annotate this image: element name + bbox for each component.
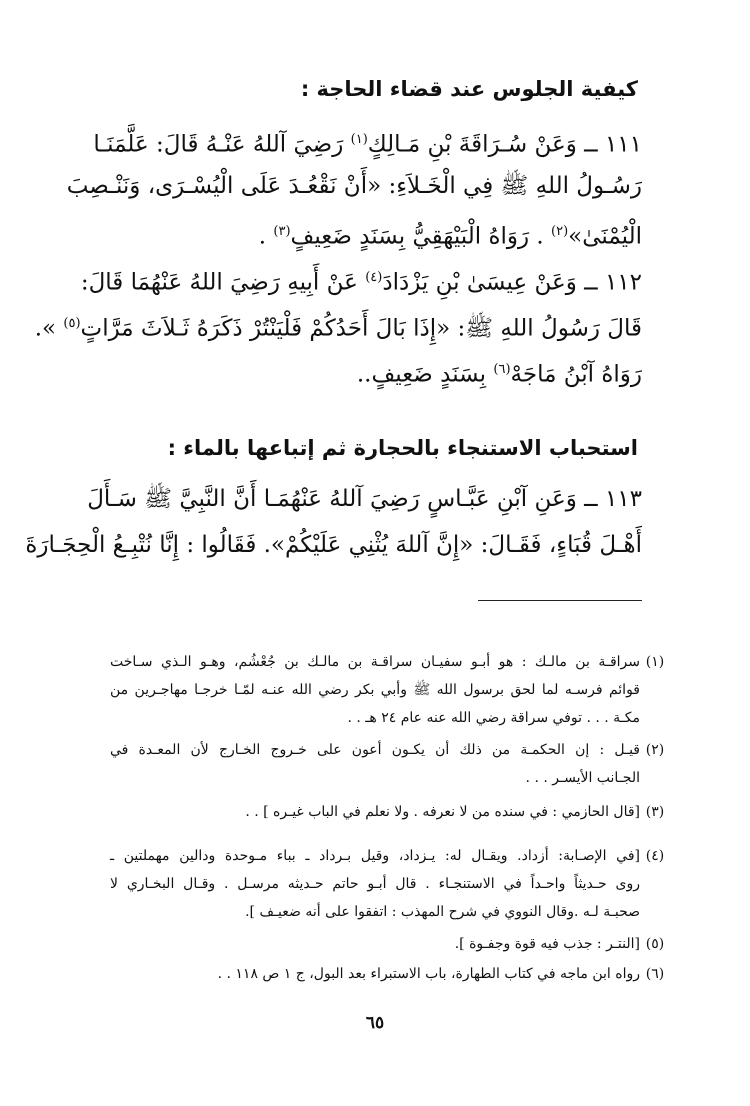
footnote-line: قيـل : إن الحكمـة من ذلك أن يكـون أعون على خـروج الخـارج لأن المعـدة في [110, 742, 640, 758]
footnote-number: (٣) [645, 804, 665, 820]
section-heading: استحباب الاستنجاء بالحجارة ثم إتباعها بالماء : [167, 436, 638, 460]
footnote-number: (٤) [645, 848, 665, 864]
footnote-number: (٢) [645, 742, 665, 758]
footnote-line: قوائم فرسـه لما لحق برسول الله ﷺ وأبي بكر رضي الله عنـه لمّـا خرجـا مهاجـرين من [110, 682, 640, 698]
hadith-line: ١١١ ــ وَعَنْ سُـرَاقَةَ بْنِ مَـالِكٍ$^{(١)}$ رَضِيَ آللهُ عَنْـهُ قَالَ: عَلَّمَنَـا [93, 131, 642, 158]
hadith-line: ١١٣ ــ وَعَنِ آبْنِ عَبَّـاسٍ رَضِيَ آللهُ عَنْهُمَـا أَنَّ النَّبِيَّ ﷺ سَـأَلَ [87, 486, 642, 512]
footnote-ref[interactable]: (٢) [551, 224, 569, 239]
footnote-line: رواه ابن ماجه في كتاب الطهارة، باب الاستبراء بعد البول، ج ١ ص ١١٨ . . [217, 966, 640, 982]
footnote-line: [قال الحازمي : في سنده من لا نعرفه . ولا نعلم في الباب غيـره ] . . [245, 804, 640, 820]
footnote-line: مكـة . . . توفي سراقة رضي الله عنه عام ٢٤ هـ . . [347, 710, 640, 726]
hadith-line: ١١٢ ــ وَعَنْ عِيسَىٰ بْنِ يَزْدَادَ$^{(٤)}$ عَنْ أَبِيهِ رَضِيَ اللهُ عَنْهُمَا قَالَ: [80, 269, 642, 296]
footnote-ref[interactable]: (٤) [365, 270, 383, 285]
footnote-ref[interactable]: (٦) [493, 362, 511, 377]
footnote-line: سراقـة بن مالـك : هو أبـو سفيـان سراقـة بن مالـك بن جُعْشُم، وهـو الـذي سـاخت [110, 654, 640, 670]
footnote-line: الجـانب الأيسـر . . . [525, 770, 640, 786]
footnote-ref[interactable]: (٣) [273, 224, 291, 239]
section-heading: كيفية الجلوس عند قضاء الحاجة : [300, 77, 638, 101]
hadith-line: رَسُـولُ اللهِ ﷺ فِي الْخَـلاَءِ: «أَنْ نَقْعُـدَ عَلَى الْيُسْـرَى، وَنَنْـصِبَ [66, 173, 642, 199]
footnote-separator [478, 600, 642, 601]
footnote-number: (٦) [645, 966, 665, 982]
footnote-line: صحبـة لـه .وقال النووي في شرح المهذب : اتفقوا على أنه ضعيـف ]. [245, 904, 640, 920]
footnote-number: (٥) [645, 936, 665, 952]
footnote-line: [النتـر : جذب فيه قوة وجفـوة ]. [454, 936, 640, 952]
hadith-line: قَالَ رَسُولُ اللهِ ﷺ: «إِذَا بَالَ أَحَدُكُمْ فَلْيَنْتُرْ ذَكَرَهُ ثَـلاَثَ مَرَّاتٍ$^{(٥)}$ ». [34, 315, 642, 342]
footnote-ref[interactable]: (١) [350, 132, 368, 147]
hadith-line: رَوَاهُ آبْنُ مَاجَهْ$^{(٦)}$ بِسَنَدٍ ضَعِيفٍ.. [356, 361, 642, 388]
footnote-ref[interactable]: (٥) [63, 316, 81, 331]
footnote-line: روى حـديثاً واحـداً في الاستنجـاء . قال أبـو حاتم حـديثه مرسـل . وقـال البخـاري لا [110, 876, 640, 892]
hadith-line: الْيُمْنَىٰ»$^{(٢)}$ . رَوَاهُ الْبَيْهَقِيُّ بِسَنَدٍ ضَعِيفٍ$^{(٣)}$ . [258, 223, 642, 250]
footnote-number: (١) [645, 654, 665, 670]
hadith-line: أَهْـلَ قُبَاءٍ، فَقَـالَ: «إِنَّ آللهَ يُثْنِي عَلَيْكُمْ». فَقَالُوا : إِنَّا نُتْبِـعُ الْحِجَـارَةَ [25, 532, 642, 558]
page-number: ٦٥ [365, 1013, 385, 1033]
footnote-line: [في الإصـابة: أزداد. ويقـال له: يـزداد، وقيل بـرداد ـ بباء مـوحدة ودالين مهملتين ـ [110, 848, 640, 864]
